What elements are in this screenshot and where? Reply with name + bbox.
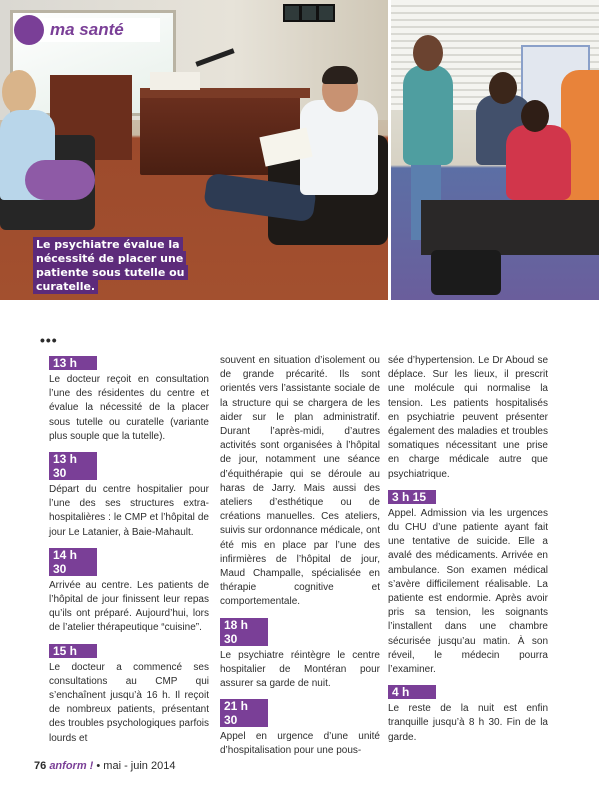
entry-text: souvent en situation d’isolement ou de grande précarité. Ils sont orientés vers l’assistante sociale de la structure qui se chargera de les aider sur le plan administratif. Durant l’après-midi, d’autres activités sont organisées à l’hôpital de jour, notamment une séance d’équithérapie qui se déroule au haras de Jarry. Mais aussi des ateliers d’esthétique ou de créations manuelles. Ces ateliers, suivis sur ordonnance médicale, ont été mis en place par l’une des infirmières de l’hôpital de jour, Maud Champalle, spécialisée en thérapie cognitive et comportementale. [220,355,380,608]
photo-band [0,0,599,300]
time-label: 18 h 30 [220,618,268,646]
entry-text: sée d’hypertension. Le Dr Aboud se déplace. Sur les lieux, il prescrit une molécule qui normalise la tension. Les patients hospitalisés en psychiatrie peuvent présenter également des maladies et troubles somatiques nécessitant une prise en charge médicale autre que psychiatrique. [388,355,548,480]
photo-day-hospital [391,0,599,300]
page-footer [34,760,175,772]
photo-caption: Le psychiatre évalue la nécessité de placer une patiente sous tutelle ou curatelle. [33,238,228,294]
article-column-1 [49,354,209,746]
article-column-3 [388,354,548,745]
entry-text: Le reste de la nuit est enfin tranquille jusqu’à 8 h 30. Fin de la garde. [388,703,548,743]
issue-date: • mai - juin 2014 [96,760,176,772]
section-dot-icon [14,15,44,45]
entry-text: Le docteur reçoit en consultation l’une des résidentes du centre et évalue la nécessité de la placer sous tutelle ou curatelle (variante plus souple que la tutelle). [49,374,209,442]
entry-text: Appel en urgence d’une unité d’hospitalisation pour une pous- [220,731,380,757]
entry-text: Le docteur a commencé ses consultations au CMP qui s’enchaînent jusqu’à 16 h. Il reçoit de nombreux patients, présentant des troubles psychologiques parfois lourds et [49,661,209,744]
time-label: 15 h [49,644,97,658]
continuation-mark: ••• [40,332,58,348]
time-label: 13 h [49,356,97,370]
page-number: 76 [34,760,47,772]
time-label: 3 h 15 [388,490,436,504]
magazine-name: anform ! [49,760,94,772]
time-label: 4 h [388,685,436,699]
entry-text: Départ du centre hospitalier pour l’une des ses structures extra-hospitalières : le CMP et l’hôpital de jour Le Latanier, à Baie-Mahault. [49,484,209,538]
entry-text: Arrivée au centre. Les patients de l’hôpital de jour finissent leur repas qu’ils ont préparé. Aujourd’hui, lors de l’atelier thérapeutique “cuisine”. [49,579,209,634]
article-column-2 [220,354,380,759]
section-tag: ma santé [50,20,124,39]
time-label: 21 h 30 [220,699,268,727]
entry-text: Le psychiatre réintègre le centre hospitalier de Montéran pour assurer sa garde de nuit. [220,649,380,690]
entry-text: Appel. Admission via les urgences du CHU d’une patiente ayant fait une tentative de suicide. Elle a avalé des médicaments. Arrivée en ambulance. Son examen médical s’avère difficilement réalisable. La patiente est endormie. Après avoir pris sa tension, les soignants l’installent dans une chambre sécurisée jusqu’au matin. À son réveil, le médecin pourra l’examiner. [388,507,548,676]
time-label: 13 h 30 [49,452,97,480]
time-label: 14 h 30 [49,548,97,576]
